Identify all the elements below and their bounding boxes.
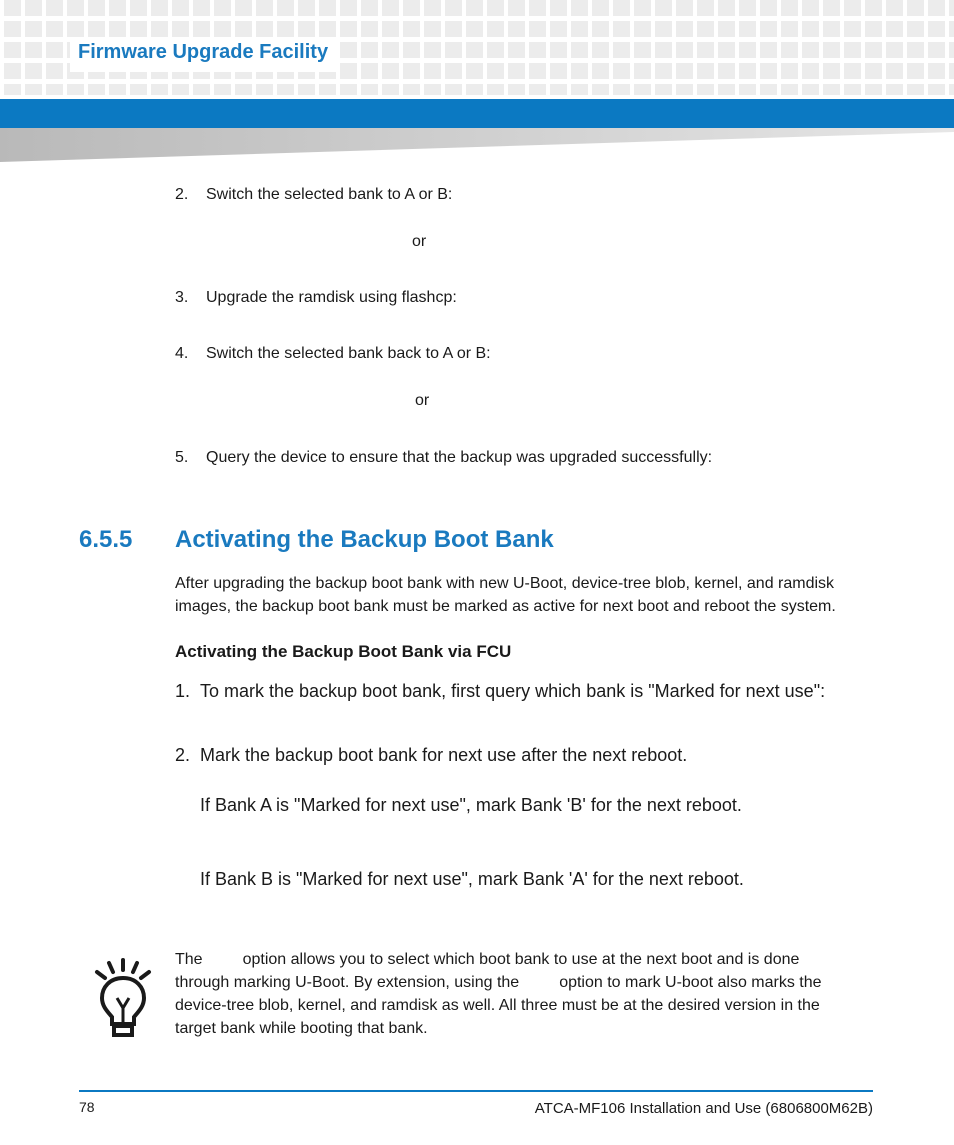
header-title: Firmware Upgrade Facility bbox=[78, 41, 329, 63]
note-line bbox=[175, 971, 822, 994]
paragraph-line: images, the backup boot bank must be marked as active for next boot and reboot the system. bbox=[175, 598, 836, 615]
step-number: 3. bbox=[175, 289, 189, 306]
step-number: 4. bbox=[175, 345, 189, 362]
note-text bbox=[175, 948, 822, 1040]
step-number: 2. bbox=[175, 745, 191, 765]
paragraph-line: After upgrading the backup boot bank with new U-Boot, device-tree blob, kernel, and ramdisk bbox=[175, 575, 835, 592]
step-text: Switch the selected bank back to A or B: bbox=[206, 345, 491, 362]
note-word: The bbox=[175, 951, 203, 968]
section-title: Activating the Backup Boot Bank bbox=[175, 526, 554, 553]
note-line: target bank while booting that bank. bbox=[175, 1020, 428, 1037]
step-number: 5. bbox=[175, 449, 189, 466]
lightbulb-icon bbox=[92, 956, 154, 1040]
or-label: or bbox=[415, 392, 430, 409]
page-number: 78 bbox=[79, 1099, 95, 1115]
document-title: ATCA-MF106 Installation and Use (6806800M62B) bbox=[534, 1100, 873, 1117]
step-number: 2. bbox=[175, 186, 189, 203]
step-number: 1. bbox=[175, 681, 191, 701]
note-word: option allows you to select which boot bank to use at the next boot and is done bbox=[242, 951, 800, 968]
step-text: Switch the selected bank to A or B: bbox=[206, 186, 453, 203]
subheading: Activating the Backup Boot Bank via FCU bbox=[175, 642, 512, 661]
note-word: option to mark U-boot also marks the bbox=[559, 974, 822, 991]
step-text: Upgrade the ramdisk using flashcp: bbox=[206, 289, 457, 306]
note-line: device-tree blob, kernel, and ramdisk as well. All three must be at the desired version in the bbox=[175, 997, 820, 1014]
note-line bbox=[175, 948, 822, 971]
section-number: 6.5.5 bbox=[79, 526, 133, 553]
step-text: To mark the backup boot bank, first query which bank is "Marked for next use": bbox=[200, 681, 826, 701]
footer-rule bbox=[79, 1090, 873, 1092]
section-paragraph bbox=[175, 572, 895, 618]
step-text: Mark the backup boot bank for next use after the next reboot. bbox=[200, 745, 688, 765]
or-label: or bbox=[412, 233, 427, 250]
substep-bank-b: If Bank B is "Marked for next use", mark Bank 'A' for the next reboot. bbox=[200, 869, 744, 889]
step-text: Query the device to ensure that the backup was upgraded successfully: bbox=[206, 449, 713, 466]
header-gray-wedge bbox=[0, 128, 954, 164]
header-blue-band bbox=[0, 99, 954, 128]
substep-bank-a: If Bank A is "Marked for next use", mark Bank 'B' for the next reboot. bbox=[200, 795, 742, 815]
note-word: through marking U-Boot. By extension, using the bbox=[175, 974, 520, 991]
